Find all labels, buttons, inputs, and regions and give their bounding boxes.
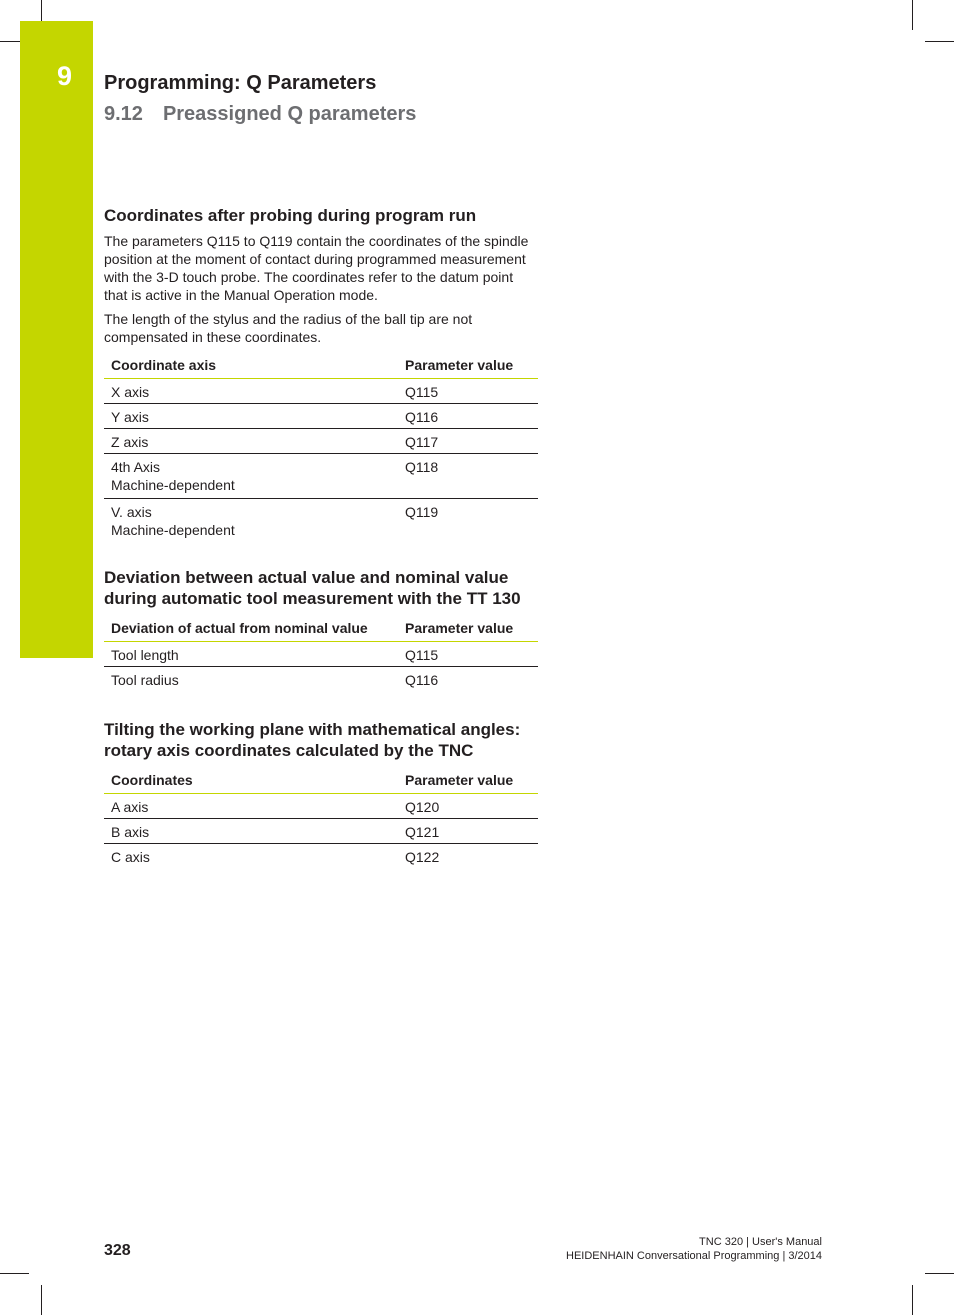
- table-row: [104, 667, 538, 692]
- table-cell: 4th Axis Machine-dependent: [104, 454, 398, 499]
- column-header: Coordinate axis: [104, 352, 398, 379]
- table-cell: Q121: [398, 819, 538, 844]
- table-cell: B axis: [104, 819, 398, 844]
- footer-line: TNC 320 | User's Manual: [699, 1236, 822, 1248]
- table-row: [104, 429, 538, 454]
- section-probing-coordinates: [104, 205, 538, 541]
- parameter-table: [104, 767, 538, 868]
- table-row: [104, 642, 538, 667]
- parameter-table: [104, 615, 538, 691]
- crop-mark: [41, 0, 42, 21]
- crop-mark: [912, 0, 913, 30]
- footer-line: HEIDENHAIN Conversational Programming | 3/2014: [566, 1250, 822, 1262]
- table-cell: Q115: [398, 379, 538, 404]
- crop-mark: [0, 1273, 29, 1274]
- column-header: Deviation of actual from nominal value: [104, 615, 398, 642]
- table-row: [104, 844, 538, 869]
- crop-mark: [912, 1285, 913, 1315]
- table-row: [104, 794, 538, 819]
- main-content: [104, 205, 538, 868]
- subsection-heading: Deviation between actual value and nominal value during automatic tool measurement with the TT 130: [104, 568, 521, 608]
- section-tilting-plane: [104, 719, 538, 868]
- paragraph: The length of the stylus and the radius of the ball tip are not compensated in these coordinates.: [104, 311, 473, 345]
- crop-mark: [0, 41, 21, 42]
- crop-mark: [925, 41, 954, 42]
- section-heading: [104, 103, 416, 126]
- section-tool-deviation: [104, 567, 538, 691]
- table-cell: A axis: [104, 794, 398, 819]
- table-cell: Q117: [398, 429, 538, 454]
- table-cell: C axis: [111, 849, 150, 865]
- column-header: Parameter value: [398, 615, 538, 642]
- table-cell: Y axis: [104, 404, 398, 429]
- chapter-number: 9: [57, 61, 73, 91]
- crop-mark: [41, 1285, 42, 1315]
- chapter-title: Programming: Q Parameters: [104, 72, 377, 94]
- table-cell: Q122: [405, 849, 440, 865]
- table-row: [104, 454, 538, 499]
- chapter-sidebar: [20, 21, 93, 658]
- table-cell: Q115: [398, 642, 538, 667]
- table-cell: X axis: [104, 379, 398, 404]
- table-cell: Q120: [398, 794, 538, 819]
- column-header: Coordinates: [104, 767, 398, 794]
- paragraph: The parameters Q115 to Q119 contain the coordinates of the spindle position at the moment of contact during programmed measurement with the 3-D touch probe. The coordinates refer to the datum point that is active in the Manual Operation mode.: [104, 233, 529, 303]
- table-cell: Q116: [398, 404, 538, 429]
- table-row: [104, 819, 538, 844]
- page-number: 328: [104, 1242, 131, 1259]
- table-row: [104, 379, 538, 404]
- subsection-heading: Coordinates after probing during program run: [104, 206, 477, 225]
- table-cell: Tool radius: [111, 672, 179, 688]
- table-cell: V. axis Machine-dependent: [111, 504, 235, 538]
- crop-mark: [925, 1273, 954, 1274]
- section-number: 9.12: [104, 103, 143, 125]
- table-cell: Tool length: [104, 642, 398, 667]
- table-cell: Q116: [405, 672, 439, 688]
- table-cell: Q119: [405, 504, 439, 520]
- column-header: Parameter value: [398, 352, 538, 379]
- parameter-table: [104, 352, 538, 541]
- table-cell: Z axis: [104, 429, 398, 454]
- table-row: [104, 404, 538, 429]
- section-title: Preassigned Q parameters: [162, 103, 417, 125]
- table-cell: Q118: [398, 454, 538, 499]
- subsection-heading: Tilting the working plane with mathematical angles: rotary axis coordinates calculated by the TNC: [104, 720, 521, 760]
- table-row: [104, 499, 538, 542]
- page-footer: [566, 1235, 822, 1263]
- column-header: Parameter value: [398, 767, 538, 794]
